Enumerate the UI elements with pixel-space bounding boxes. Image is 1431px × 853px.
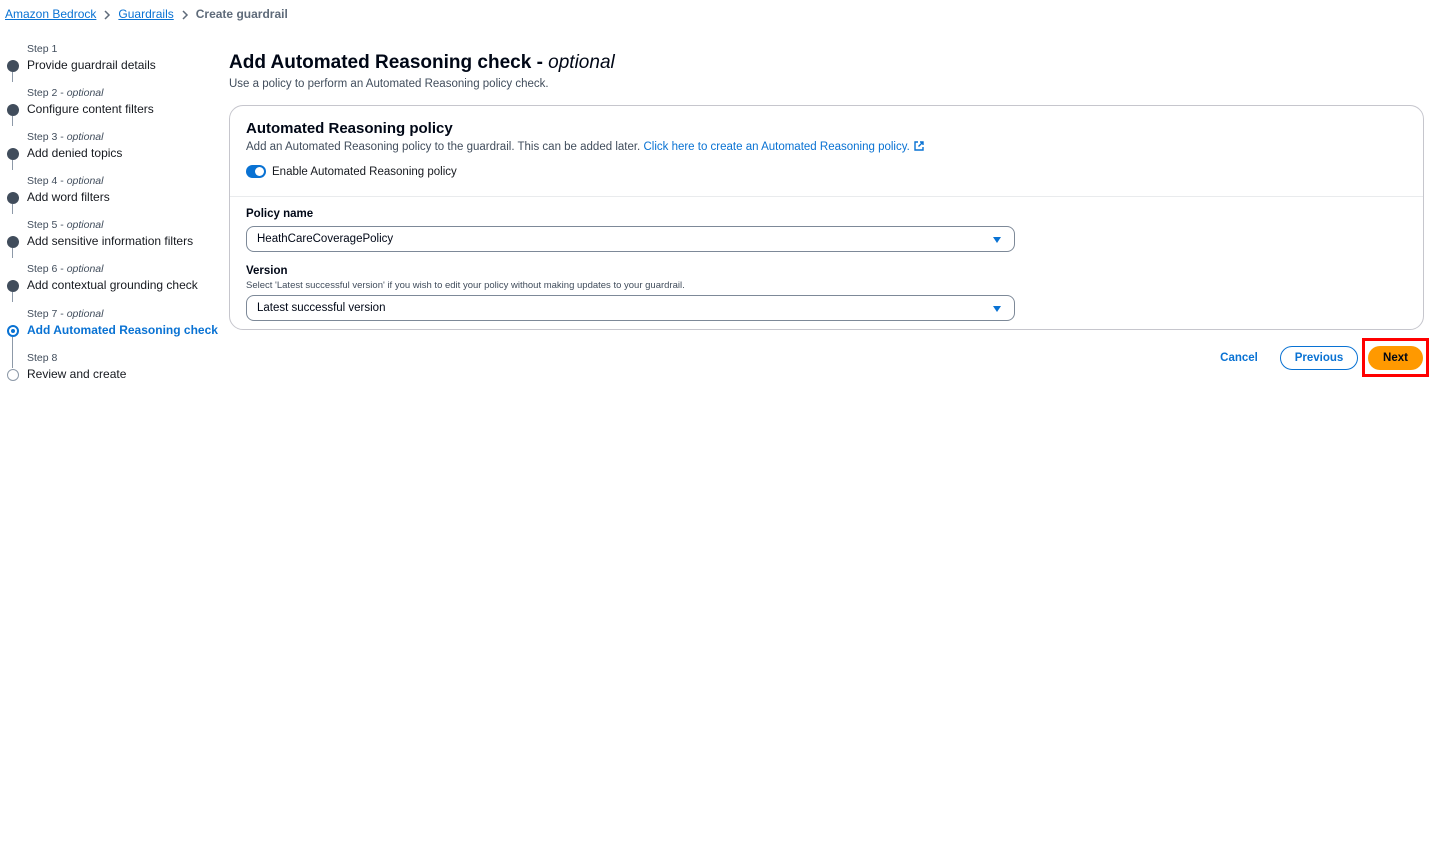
version-hint: Select 'Latest successful version' if you wish to edit your policy without making updates to your guardrail. xyxy=(246,280,685,291)
version-select[interactable] xyxy=(246,295,1015,321)
step-6[interactable] xyxy=(0,260,215,304)
step-5[interactable] xyxy=(0,216,215,260)
cancel-button[interactable]: Cancel xyxy=(1210,346,1268,370)
panel-header xyxy=(230,106,1423,197)
breadcrumb xyxy=(5,7,288,21)
panel-title: Automated Reasoning policy xyxy=(246,120,453,137)
step-number: Step 1 xyxy=(27,43,58,55)
chevron-right-icon xyxy=(96,7,118,21)
step-title: Add denied topics xyxy=(27,146,123,160)
step-1[interactable] xyxy=(0,40,215,84)
caret-down-icon xyxy=(992,304,1002,316)
step-title: Provide guardrail details xyxy=(27,58,156,72)
step-number: Step 8 xyxy=(27,352,58,364)
step-completed-icon xyxy=(7,280,19,292)
chevron-right-icon xyxy=(174,7,196,21)
breadcrumb-guardrails[interactable]: Guardrails xyxy=(118,7,174,21)
enable-policy-label: Enable Automated Reasoning policy xyxy=(272,165,457,178)
policy-name-select[interactable] xyxy=(246,226,1015,252)
step-number: Step 3 - optional xyxy=(27,131,104,143)
panel-description: Add an Automated Reasoning policy to the guardrail. This can be added later. Click here to create an Automated Reasoning policy. xyxy=(246,140,925,155)
step-title: Add contextual grounding check xyxy=(27,278,198,292)
step-3[interactable] xyxy=(0,128,215,172)
step-completed-icon xyxy=(7,104,19,116)
step-title: Add Automated Reasoning check xyxy=(27,323,218,337)
step-8 xyxy=(0,349,215,393)
step-4[interactable] xyxy=(0,172,215,216)
step-completed-icon xyxy=(7,236,19,248)
step-pending-icon xyxy=(7,369,19,381)
caret-down-icon xyxy=(992,235,1002,247)
policy-name-value: HeathCareCoveragePolicy xyxy=(257,233,394,245)
step-number: Step 5 - optional xyxy=(27,219,104,231)
enable-policy-toggle-row xyxy=(246,165,457,178)
step-current-icon xyxy=(7,325,19,337)
policy-name-label: Policy name xyxy=(246,208,314,220)
step-7[interactable] xyxy=(0,305,218,349)
breadcrumb-amazon-bedrock[interactable]: Amazon Bedrock xyxy=(5,7,97,21)
step-title: Review and create xyxy=(27,367,127,381)
version-value: Latest successful version xyxy=(257,302,386,314)
create-policy-link[interactable]: Click here to create an Automated Reasoning policy. xyxy=(643,141,910,153)
external-link-icon[interactable] xyxy=(913,140,925,155)
step-number: Step 4 - optional xyxy=(27,175,104,187)
step-title: Add sensitive information filters xyxy=(27,234,194,248)
automated-reasoning-panel xyxy=(229,105,1424,330)
step-2[interactable] xyxy=(0,84,215,128)
previous-button[interactable]: Previous xyxy=(1280,346,1358,370)
step-title: Add word filters xyxy=(27,190,110,204)
step-completed-icon xyxy=(7,148,19,160)
enable-policy-toggle[interactable] xyxy=(246,165,266,178)
step-title: Configure content filters xyxy=(27,102,154,116)
version-label: Version xyxy=(246,265,288,277)
breadcrumb-current: Create guardrail xyxy=(195,7,288,21)
step-completed-icon xyxy=(7,192,19,204)
step-number: Step 6 - optional xyxy=(27,263,104,275)
step-number: Step 7 - optional xyxy=(27,308,104,320)
next-button[interactable]: Next xyxy=(1368,346,1423,370)
step-completed-icon xyxy=(7,60,19,72)
page-title: Add Automated Reasoning check - optional xyxy=(229,52,615,73)
page-description: Use a policy to perform an Automated Reasoning policy check. xyxy=(229,78,549,90)
step-number: Step 2 - optional xyxy=(27,87,104,99)
